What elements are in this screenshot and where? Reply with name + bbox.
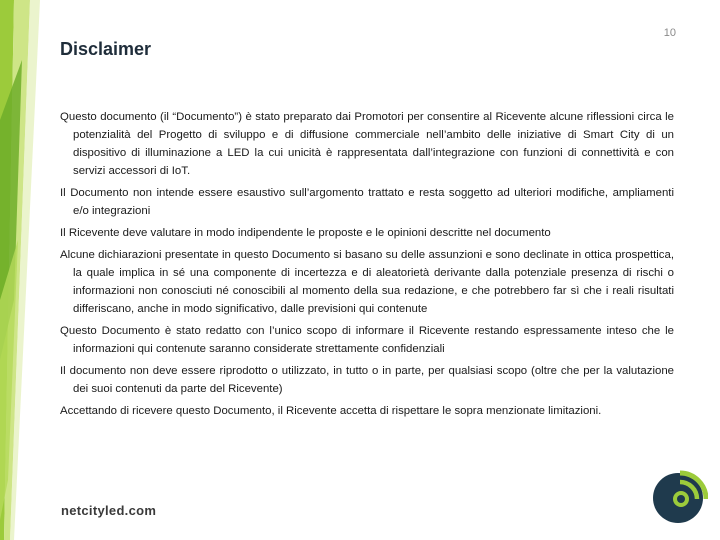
disclaimer-paragraph: Questo documento (il “Documento”) è stato preparato dai Promotori per consentire al Ricevente alcune riflessioni circa le potenzialità del Progetto di sviluppo e di diffusione commerciale nell’ambito delle iniziative di Smart City di un dispositivo di illuminazione a LED la cui unicità è rappresentata dall’integrazione con funzioni di connettività e con servizi accessori di IoT. <box>60 111 674 177</box>
left-decorative-stripes <box>0 0 60 540</box>
disclaimer-paragraph: Il documento non deve essere riprodotto o utilizzato, in tutto o in parte, per qualsiasi scopo (oltre che per la valutazione dei suoi contenuti da parte del Ricevente) <box>60 365 674 395</box>
footer-logo-text: netcityled.com <box>61 503 157 518</box>
disclaimer-body <box>60 108 674 424</box>
disclaimer-paragraph: Questo Documento è stato redatto con l’unico scopo di informare il Ricevente restando espressamente inteso che le informazioni qui contenute saranno considerate strettamente confidenziali <box>60 325 674 355</box>
disclaimer-paragraph: Il Ricevente deve valutare in modo indipendente le proposte e le opinioni descritte nel documento <box>60 227 551 239</box>
page-number: 10 <box>663 27 676 39</box>
disclaimer-paragraph: Il Documento non intende essere esaustivo sull’argomento trattato e resta soggetto ad ulteriori modifiche, ampliamenti e/o integrazioni <box>60 187 674 217</box>
disclaimer-paragraph: Accettando di ricevere questo Documento, il Ricevente accetta di rispettare le sopra menzionate limitazioni. <box>60 405 602 417</box>
wireless-signal-icon <box>650 467 708 525</box>
page-title: Disclaimer <box>60 39 152 59</box>
disclaimer-paragraph: Alcune dichiarazioni presentate in questo Documento si basano su delle assunzioni e sono declinate in ottica prospettica, la quale implica in sé una componente di incertezza e di aleatorietà derivante dalla potenziale presenza di rischi o informazioni non conosciuti né conoscibili al momento della sua redazione, e che potrebbero far sì che i reali risultati differiscano, anche in modo significativo, dalle previsioni qui contenute <box>60 249 674 315</box>
